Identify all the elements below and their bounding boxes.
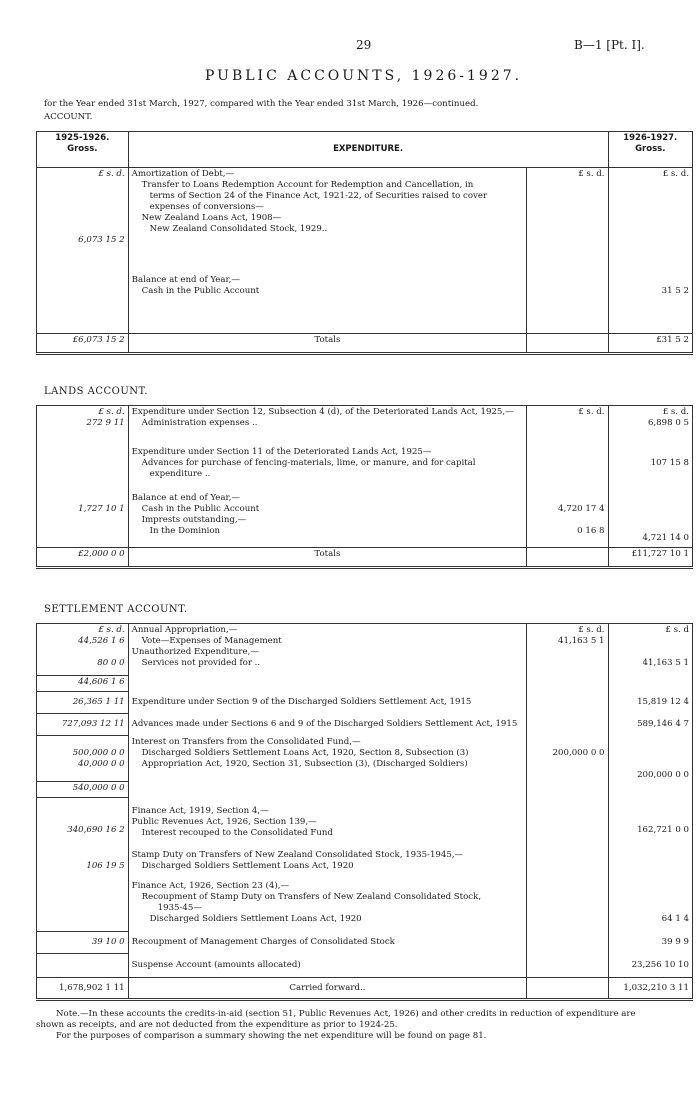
- settle-r4-prev-b: 40,000 0 0: [78, 759, 125, 769]
- lands-r1-prev: 272 9 11: [86, 418, 125, 428]
- settle-r7-line: Recoupment of Stamp Duty on Transfers of New Zealand Consolidated Stock,: [141, 891, 482, 902]
- col-prev-year: 1925-1926.: [55, 133, 110, 143]
- amort-line: expenses of conversions—: [149, 202, 264, 212]
- amort-title: Amortization of Debt,—: [131, 169, 235, 179]
- lands-r2-cur: 107 15 8: [650, 457, 689, 468]
- col-cur-year: 1926-1927.: [623, 133, 678, 143]
- settle-r8-line: Recoupment of Management Charges of Consolidated Stock: [128, 932, 527, 954]
- settle-r1-line: Annual Appropriation,—: [131, 625, 238, 635]
- amort-prev: 6,073 15 2: [78, 235, 125, 245]
- units: £ s. d.: [98, 169, 125, 179]
- amort-line: Transfer to Loans Redemption Account for Redemption and Cancellation, in: [141, 180, 474, 190]
- lands-account-table: [36, 405, 693, 569]
- settle-r8-cur: 39 9 9: [608, 932, 692, 954]
- settle-r4-line: Discharged Soldiers Settlement Loans Act, 1920, Section 8, Subsection (3): [141, 747, 469, 758]
- settle-r1-subtotal: 44,606 1 6: [37, 676, 129, 692]
- page-subtitle-2: ACCOUNT.: [44, 112, 93, 122]
- settle-r5-cur: 162,721 0 0: [637, 824, 689, 835]
- lands-r2-line: expenditure ..: [149, 468, 211, 479]
- settle-r7-line: 1935-45—: [157, 902, 202, 913]
- col-expenditure: EXPENDITURE.: [128, 132, 608, 168]
- units: £ s. d: [665, 625, 689, 635]
- total-label: Totals: [128, 334, 527, 354]
- total-cur: £31 5 2: [608, 334, 692, 354]
- balance-title: Balance at end of Year,—: [131, 274, 240, 285]
- settle-r4-cur: 200,000 0 0: [637, 769, 689, 780]
- settle-r9-line: Suspense Account (amounts allocated): [128, 954, 527, 978]
- settle-r5-line: Finance Act, 1919, Section 4,—: [131, 805, 269, 816]
- lands-total-cur: £11,727 10 1: [608, 548, 692, 568]
- settle-r4-line: Appropriation Act, 1920, Section 31, Subsection (3), (Discharged Soldiers): [141, 758, 468, 769]
- page-number: 29: [356, 38, 372, 52]
- settle-r1-prev-b: 80 0 0: [97, 658, 125, 668]
- settle-r6-line: Stamp Duty on Transfers of New Zealand Consolidated Stock, 1935-1945,—: [131, 849, 464, 860]
- lands-r1-line: Expenditure under Section 12, Subsection 4 (d), of the Deteriorated Lands Act, 1925,—: [131, 407, 514, 417]
- footnote-line: Note.—In these accounts the credits-in-aid (section 51, Public Revenues Act, 1926) and other credits in reduction of expenditure are: [56, 1009, 636, 1019]
- account-table-1: [36, 131, 693, 355]
- settle-r2-cur: 15,819 12 4: [608, 692, 692, 714]
- settle-r1-line: Vote—Expenses of Management: [141, 636, 282, 646]
- settlement-title: SETTLEMENT ACCOUNT.: [44, 604, 188, 615]
- col-cur-gross: Gross.: [635, 144, 666, 154]
- balance-cash: Cash in the Public Account: [141, 285, 260, 296]
- carried-forward-label: Carried forward..: [128, 978, 527, 1000]
- total-prev: £6,073 15 2: [37, 334, 129, 354]
- page-title: PUBLIC ACCOUNTS, 1926-1927.: [205, 68, 523, 84]
- settle-r3-prev: 727,093 12 11: [37, 714, 129, 736]
- document-ref: B—1 [Pt. I].: [574, 38, 645, 52]
- units: £ s. d.: [662, 169, 689, 179]
- settle-r5-prev: 340,690 16 2: [67, 825, 125, 835]
- settle-r2-line: Expenditure under Section 9 of the Discharged Soldiers Settlement Act, 1915: [128, 692, 527, 714]
- settlement-account-table: [36, 623, 693, 1001]
- units: £ s. d.: [578, 169, 605, 179]
- settle-r1-c3: 41,163 5 1: [558, 636, 605, 646]
- settle-r7-line: Finance Act, 1926, Section 23 (4),—: [131, 880, 290, 891]
- carried-forward-prev: 1,678,902 1 11: [37, 978, 129, 1000]
- settle-r1-prev-a: 44,526 1 6: [78, 636, 125, 646]
- settle-r4-subtotal: 540,000 0 0: [37, 782, 129, 798]
- footnote-line: For the purposes of comparison a summary showing the net expenditure will be found on page 81.: [56, 1031, 487, 1041]
- settle-r3-cur: 589,146 4 7: [608, 714, 692, 736]
- lands-r3-cash: 4,720 17 4: [558, 503, 605, 514]
- footnote-line: shown as receipts, and are not deducted from the expenditure as prior to 1924-25.: [36, 1020, 398, 1030]
- settle-r7-line: Discharged Soldiers Settlement Loans Act, 1920: [149, 913, 362, 924]
- amort-line: New Zealand Consolidated Stock, 1929..: [149, 224, 328, 234]
- settle-r2-prev: 26,365 1 11: [37, 692, 129, 714]
- settle-r4-c3: 200,000 0 0: [552, 747, 605, 758]
- lands-r3-line: Imprests outstanding,—: [141, 514, 247, 525]
- settle-r5-line: Public Revenues Act, 1926, Section 139,—: [131, 816, 317, 827]
- settle-r6-prev: 106 19 5: [86, 860, 125, 871]
- lands-r3-line: Balance at end of Year,—: [131, 492, 240, 503]
- settle-r3-line: Advances made under Sections 6 and 9 of the Discharged Soldiers Settlement Act, 1915: [128, 714, 527, 736]
- lands-r3-imprest: 0 16 8: [577, 525, 605, 536]
- page-subtitle: for the Year ended 31st March, 1927, compared with the Year ended 31st March, 1926—continued.: [44, 99, 479, 109]
- settle-r8-prev: 39 10 0: [37, 932, 129, 954]
- col-prev-gross: Gross.: [67, 144, 98, 154]
- lands-total-prev: £2,000 0 0: [37, 548, 129, 568]
- settle-r6-line: Discharged Soldiers Settlement Loans Act, 1920: [141, 860, 354, 871]
- lands-r3-prev: 1,727 10 1: [78, 503, 125, 514]
- units: £ s. d.: [662, 407, 689, 417]
- settle-r4-line: Interest on Transfers from the Consolidated Fund,—: [131, 736, 361, 747]
- lands-title: LANDS ACCOUNT.: [44, 386, 148, 397]
- lands-r1-cur: 6,898 0 5: [647, 418, 689, 428]
- settle-r4-prev-a: 500,000 0 0: [72, 748, 125, 758]
- units: £ s. d.: [98, 407, 125, 417]
- settle-r5-line: Interest recouped to the Consolidated Fund: [141, 827, 333, 838]
- lands-total-label: Totals: [128, 548, 527, 568]
- footnote: [36, 1009, 693, 1042]
- lands-r2-line: Expenditure under Section 11 of the Deteriorated Lands Act, 1925—: [131, 446, 432, 457]
- settle-r1-line: Services not provided for ..: [141, 658, 261, 668]
- units: £ s. d.: [578, 625, 605, 635]
- lands-r3-cur: 4,721 14 0: [642, 532, 689, 543]
- settle-r1-line: Unauthorized Expenditure,—: [131, 647, 259, 657]
- carried-forward-cur: 1,032,210 3 11: [608, 978, 692, 1000]
- settle-r7-cur: 64 1 4: [661, 913, 689, 924]
- amort-line: New Zealand Loans Act, 1908—: [141, 213, 282, 223]
- balance-cur: 31 5 2: [661, 285, 689, 296]
- settle-r9-cur: 23,256 10 10: [608, 954, 692, 978]
- lands-r1-line: Administration expenses ..: [141, 418, 258, 428]
- units: £ s. d.: [578, 407, 605, 417]
- units: £ s. d.: [98, 625, 125, 635]
- lands-r2-line: Advances for purchase of fencing-materials, lime, or manure, and for capital: [141, 457, 476, 468]
- amort-line: terms of Section 24 of the Finance Act, 1921-22, of Securities raised to cover: [149, 191, 488, 201]
- settle-r1-cur: 41,163 5 1: [642, 658, 689, 668]
- lands-r3-line: Cash in the Public Account: [141, 503, 260, 514]
- lands-r3-line: In the Dominion: [149, 525, 221, 536]
